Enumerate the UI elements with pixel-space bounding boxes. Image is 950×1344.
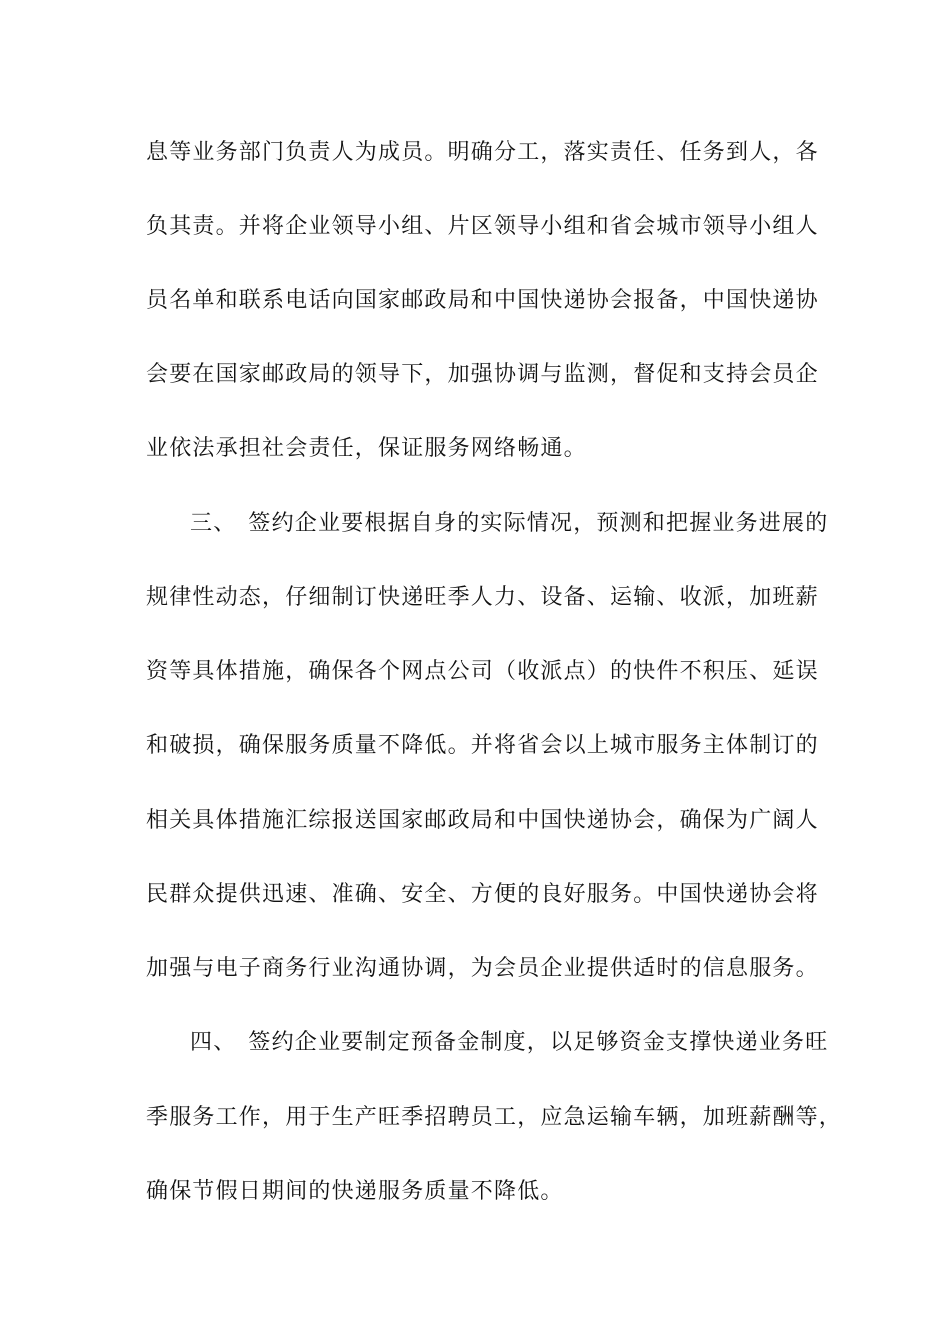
paragraph-number: 三、 [190, 511, 237, 536]
text-line: 加强与电子商务行业沟通协调，为会员企业提供适时的信息服务。 [146, 956, 819, 981]
text-line: 和破损，确保服务质量不降低。并将省会以上城市服务主体制订的 [146, 733, 819, 758]
text-line: 资等具体措施，确保各个网点公司（收派点）的快件不积压、延误 [146, 659, 819, 684]
text-line: 确保节假日期间的快递服务质量不降低。 [146, 1179, 564, 1204]
text-line: 签约企业要根据自身的实际情况，预测和把握业务进展的 [248, 511, 829, 536]
text-line: 负其责。并将企业领导小组、片区领导小组和省会城市领导小组人 [146, 214, 819, 239]
text-line: 员名单和联系电话向国家邮政局和中国快递协会报备，中国快递协 [146, 288, 819, 313]
text-line: 会要在国家邮政局的领导下，加强协调与监测，督促和支持会员企 [146, 362, 819, 387]
numbered-paragraph-first-line [190, 1028, 828, 1058]
text-line: 相关具体措施汇综报送国家邮政局和中国快递协会，确保为广阔人 [146, 808, 819, 833]
text-line: 民群众提供迅速、准确、安全、方便的良好服务。中国快递协会将 [146, 882, 819, 907]
text-line: 季服务工作，用于生产旺季招聘员工，应急运输车辆，加班薪酬等， [146, 1105, 843, 1130]
paragraph-number: 四、 [190, 1030, 237, 1055]
text-line: 规律性动态，仔细制订快递旺季人力、设备、运输、收派，加班薪 [146, 585, 819, 610]
text-line: 业依法承担社会责任，保证服务网络畅通。 [146, 436, 587, 461]
text-line: 息等业务部门负责人为成员。明确分工，落实责任、任务到人，各 [146, 140, 819, 165]
text-line: 签约企业要制定预备金制度，以足够资金支撑快递业务旺 [248, 1030, 829, 1055]
numbered-paragraph-first-line [190, 509, 828, 539]
